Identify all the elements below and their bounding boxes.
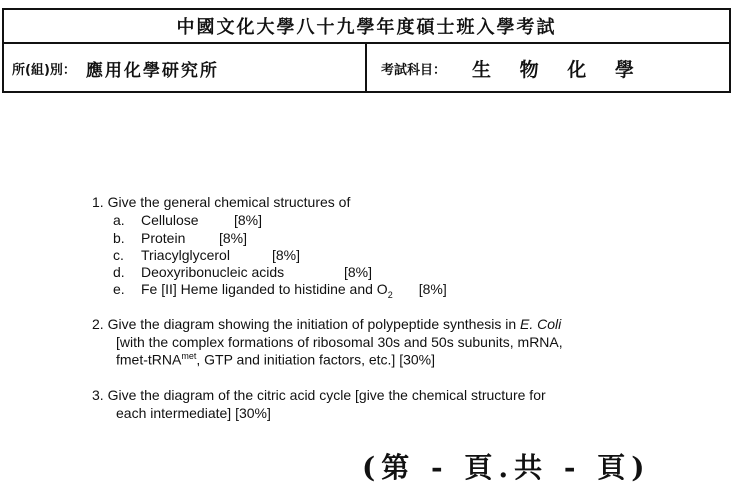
question-2-trna-sup: met <box>181 351 197 361</box>
q1-item-text: Triacylglycerol <box>141 247 230 263</box>
question-3-number: 3. <box>92 387 104 403</box>
department-label: 所(組)別： <box>12 63 76 78</box>
q1-item-percent: [8%] <box>418 281 447 297</box>
question-2-line2: [with the complex formations of ribosomal 30s and 50s subunits, mRNA, <box>116 334 563 350</box>
question-3-line1: Give the diagram of the citric acid cycle [give the chemical structure for <box>107 387 546 403</box>
q1-item-text: Deoxyribonucleic acids <box>141 264 285 280</box>
q1-item-b <box>113 230 247 246</box>
question-2-line3 <box>116 351 435 368</box>
q1-item-percent: [8%] <box>219 230 248 246</box>
q1-item-letter: c. <box>113 247 124 263</box>
question-1 <box>92 194 350 210</box>
q1-item-text: Protein <box>141 230 186 246</box>
q1-item-letter: d. <box>113 264 125 280</box>
q1-item-text: Cellulose <box>141 212 199 228</box>
question-3-line2: each intermediate] [30%] <box>116 405 271 421</box>
question-2-line3-rest: , GTP and initiation factors, etc.] [30%] <box>196 351 435 368</box>
q1-item-e <box>113 281 447 300</box>
q1-item-letter: b. <box>113 230 125 246</box>
exam-title: 中國文化大學八十九學年度碩士班入學考試 <box>4 10 729 44</box>
q1-item-text: Fe [II] Heme liganded to histidine and O <box>141 281 388 297</box>
question-3 <box>92 387 546 403</box>
q1-item-percent: [8%] <box>344 264 373 280</box>
subject-label: 考試科目： <box>381 63 447 78</box>
q1-item-c <box>113 247 300 263</box>
q1-item-letter: a. <box>113 212 125 228</box>
q1-item-percent: [8%] <box>272 247 301 263</box>
page-indicator: (第 - 頁.共 - 頁) <box>362 451 651 484</box>
q1-item-subscript: 2 <box>387 289 393 300</box>
subject-value: 生 物 化 學 <box>472 59 645 81</box>
question-2-organism: E. Coli <box>520 316 562 332</box>
q1-item-a <box>113 212 262 228</box>
question-1-text: Give the general chemical structures of <box>107 194 351 210</box>
question-2-trna: fmet-tRNA <box>116 351 182 368</box>
question-1-number: 1. <box>92 194 104 210</box>
q1-item-d <box>113 264 372 280</box>
q1-item-percent: [8%] <box>234 212 263 228</box>
department-value: 應用化學研究所 <box>85 61 219 81</box>
question-2 <box>92 316 561 332</box>
question-2-line1: Give the diagram showing the initiation of polypeptide synthesis in <box>107 316 521 332</box>
question-2-number: 2. <box>92 316 104 332</box>
q1-item-letter: e. <box>113 281 125 297</box>
